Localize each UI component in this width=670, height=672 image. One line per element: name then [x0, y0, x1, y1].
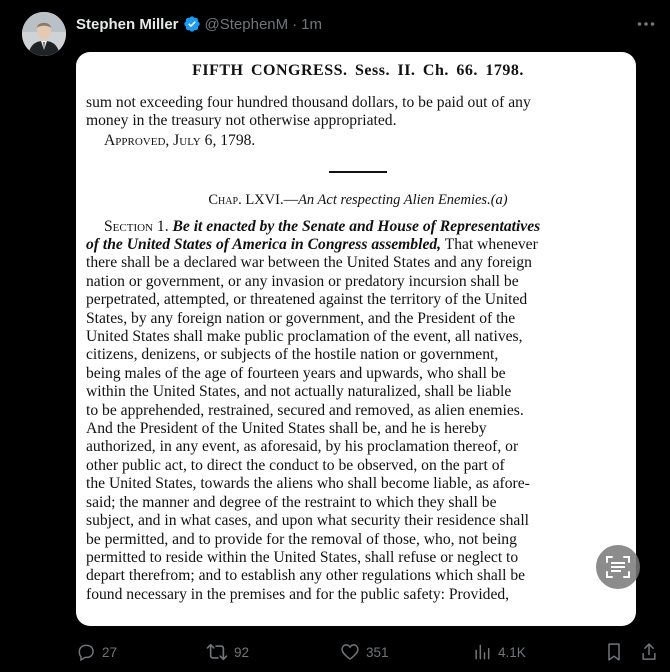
doc-line: [86, 218, 630, 236]
doc-line: authorized, in any event, as aforesaid, by his proclamation thereof, or: [86, 438, 519, 456]
doc-line: States, by any foreign nation or government, and the President of the: [86, 309, 516, 327]
document-scan: [86, 62, 630, 604]
section-label: Section 1.: [104, 217, 169, 235]
post-action-bar: [76, 640, 656, 664]
section-text: [86, 218, 630, 605]
doc-line: citizens, denizens, or subjects of the hostile nation or government,: [86, 346, 499, 364]
text-scan-icon: [605, 554, 631, 580]
separator-dot: ·: [292, 15, 298, 33]
section-divider: [329, 171, 387, 173]
repost-count: 92: [234, 644, 250, 660]
bookmark-button[interactable]: [605, 642, 623, 662]
doc-line: money in the treasury not otherwise appropriated.: [86, 112, 397, 130]
post-image[interactable]: [76, 52, 636, 626]
doc-line: depart therefrom; and to establish any other regulations which shall be: [86, 567, 526, 585]
doc-line: nation or government, or any invasion or predatory incursion shall be: [86, 272, 519, 290]
doc-line: being males of the age of fourteen years and upwards, who shall be: [86, 364, 506, 382]
author-handle[interactable]: @StephenM: [204, 15, 289, 33]
chapter-heading: [86, 192, 630, 209]
analytics-icon: [472, 642, 492, 662]
view-count: 4.1K: [498, 644, 526, 660]
text-recognition-button[interactable]: [596, 545, 640, 589]
running-head: FIFTH CONGRESS. Sess. II. Ch. 66. 1798.: [192, 62, 524, 79]
doc-line: to be apprehended, restrained, secured and removed, as alien enemies.: [86, 401, 524, 419]
like-button[interactable]: [340, 642, 389, 662]
doc-line: sum not exceeding four hundred thousand dollars, to be paid out of any: [86, 94, 531, 111]
share-button[interactable]: [640, 642, 658, 662]
doc-line: the United States, towards the aliens who shall become liable, as afore-: [86, 475, 530, 493]
post-timestamp[interactable]: 1m: [301, 15, 322, 33]
reply-button[interactable]: [76, 642, 117, 662]
like-count: 351: [366, 644, 389, 660]
author-avatar[interactable]: [22, 12, 66, 56]
enacting-clause: of the United States of America in Congress assembled,: [86, 236, 442, 253]
ellipsis-icon: [637, 21, 655, 27]
doc-line: United States shall make public proclamation of the event, all natives,: [86, 328, 523, 346]
doc-line: other public act, to direct the conduct to be observed, on the part of: [86, 456, 505, 474]
repost-button[interactable]: [206, 642, 249, 662]
share-icon: [640, 642, 658, 662]
more-options-button[interactable]: [636, 16, 656, 32]
post-header: [76, 13, 322, 35]
doc-line: within the United States, and not actually naturalized, shall be liable: [86, 383, 512, 401]
avatar-photo: [22, 12, 66, 56]
doc-line: found necessary in the premises and for the public safety: Provided,: [86, 585, 510, 603]
enacting-clause: Be it enacted by the Senate and House of Representatives: [172, 217, 541, 235]
views-button[interactable]: [472, 642, 526, 662]
doc-line: said; the manner and degree of the restraint to which they shall be: [86, 493, 497, 511]
doc-line: [86, 236, 630, 254]
author-name[interactable]: Stephen Miller: [76, 15, 179, 33]
approved-line: Approved, July 6, 1798.: [104, 131, 256, 149]
doc-line: be permitted, and to provide for the removal of those, who, not being: [86, 530, 517, 548]
doc-line: there shall be a declared war between the United States and any foreign: [86, 254, 532, 272]
doc-line: permitted to reside within the United States, shall refuse or neglect to: [86, 548, 519, 566]
doc-line: subject, and in what cases, and upon what security their residence shall: [86, 512, 529, 530]
doc-line: perpetrated, attempted, or threatened against the territory of the United: [86, 291, 528, 309]
bookmark-icon: [605, 642, 623, 662]
verified-badge-icon: [183, 15, 201, 33]
reply-icon: [76, 642, 96, 662]
chapter-title: An Act respecting Alien Enemies.(a): [298, 191, 508, 208]
repost-icon: [206, 642, 228, 662]
doc-line: And the President of the United States shall be, and he is hereby: [86, 420, 487, 438]
enacting-rest: That whenever: [444, 236, 538, 253]
heart-icon: [340, 642, 360, 662]
reply-count: 27: [102, 644, 118, 660]
chapter-label: Chap. LXVI.—: [208, 191, 299, 208]
